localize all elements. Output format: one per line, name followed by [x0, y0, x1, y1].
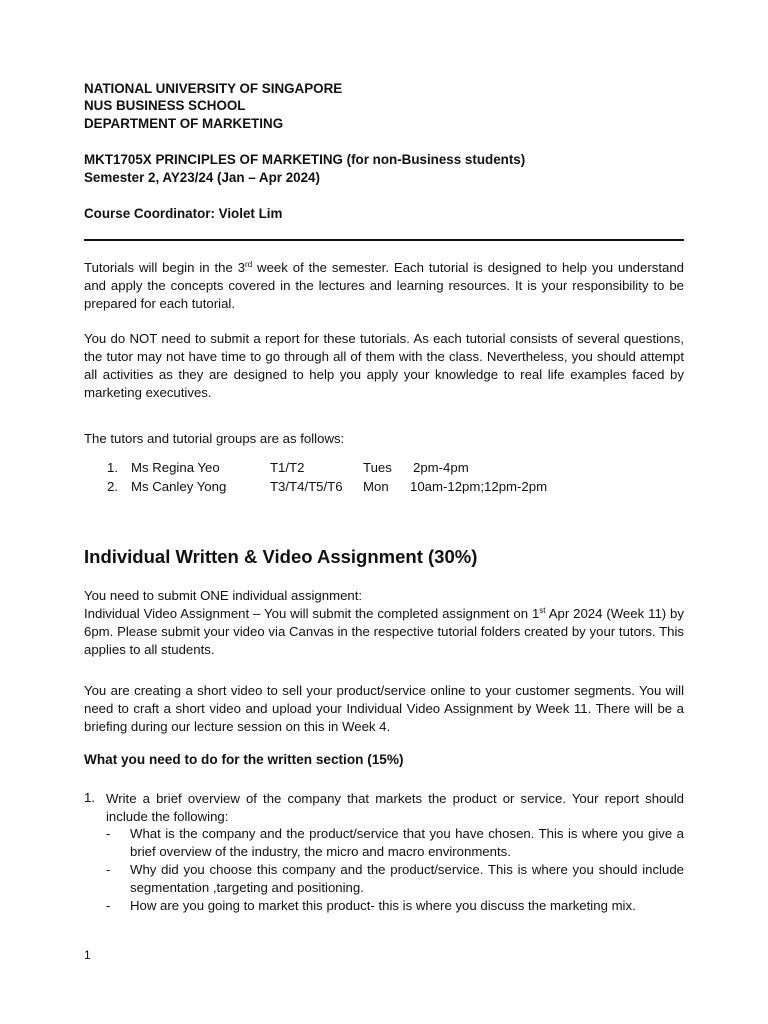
written-section-heading: What you need to do for the written section (15%) [84, 752, 404, 767]
school-name: NUS BUSINESS SCHOOL [84, 98, 246, 113]
tutor-groups: T1/T2 [270, 460, 305, 475]
department-name: DEPARTMENT OF MARKETING [84, 116, 284, 131]
tutor-number: 2. [107, 479, 118, 494]
tutor-name: Ms Canley Yong [131, 479, 227, 494]
tutors-intro: The tutors and tutorial groups are as follows: [84, 431, 345, 446]
list-item: - Why did you choose this company and the product/service. This is where you should include segmentation ,targeting and positioning. [106, 862, 684, 895]
tutor-groups: T3/T4/T5/T6 [270, 479, 343, 494]
course-coordinator: Course Coordinator: Violet Lim [84, 206, 283, 221]
assignment-intro-line: You need to submit ONE individual assignment: [84, 588, 363, 603]
assignment-paragraph-2: You are creating a short video to sell your product/service online to your customer segments. You will need to craft a short video and upload your Individual Video Assignment by Week 11. There will be a briefing during our lecture session on this in Week 4. [84, 683, 684, 734]
university-name: NATIONAL UNIVERSITY OF SINGAPORE [84, 81, 343, 96]
course-title: MKT1705X PRINCIPLES OF MARKETING (for non-Business students) [84, 152, 526, 167]
tutor-time: 2pm-4pm [413, 460, 469, 475]
intro-paragraph-1: Tutorials will begin in the 3rd week of the semester. Each tutorial is designed to help you understand and apply the concepts covered in the lectures and learning resources. It is your responsibility to be prepared for each tutorial. [84, 260, 684, 311]
tutor-row [84, 460, 684, 479]
assignment-heading: Individual Written & Video Assignment (30%) [84, 546, 478, 567]
tutor-day: Tues [363, 460, 392, 475]
ordinal-superscript: rd [245, 260, 253, 269]
ordinal-superscript: st [539, 606, 546, 615]
tutor-number: 1. [107, 460, 118, 475]
assignment-paragraph-1: Individual Video Assignment – You will submit the completed assignment on 1st Apr 2024 (Week 11) by 6pm. Please submit your video via Canvas in the respective tutorial folders created by your tutors. This applies to all students. [84, 606, 684, 657]
tutor-row [84, 479, 684, 498]
list-item: - What is the company and the product/service that you have chosen. This is where you give a brief overview of the industry, the micro and macro environments. [106, 826, 684, 859]
tutor-day: Mon [363, 479, 389, 494]
header-divider [84, 239, 684, 241]
intro-paragraph-2: You do NOT need to submit a report for these tutorials. As each tutorial consists of several questions, the tutor may not have time to go through all of them with the class. Nevertheless, you should attempt all activities as they are designed to help you apply your knowledge to real life examples faced by marketing executives. [84, 331, 684, 400]
semester-info: Semester 2, AY23/24 (Jan – Apr 2024) [84, 170, 320, 185]
tutor-time: 10am-12pm;12pm-2pm [410, 479, 548, 494]
list-item: - How are you going to market this product- this is where you discuss the marketing mix. [106, 898, 636, 913]
list-item-number: 1. [84, 790, 95, 805]
page-number: 1 [84, 948, 91, 962]
tutor-name: Ms Regina Yeo [131, 460, 220, 475]
list-item: Write a brief overview of the company that markets the product or service. Your report should include the following: [106, 791, 684, 824]
